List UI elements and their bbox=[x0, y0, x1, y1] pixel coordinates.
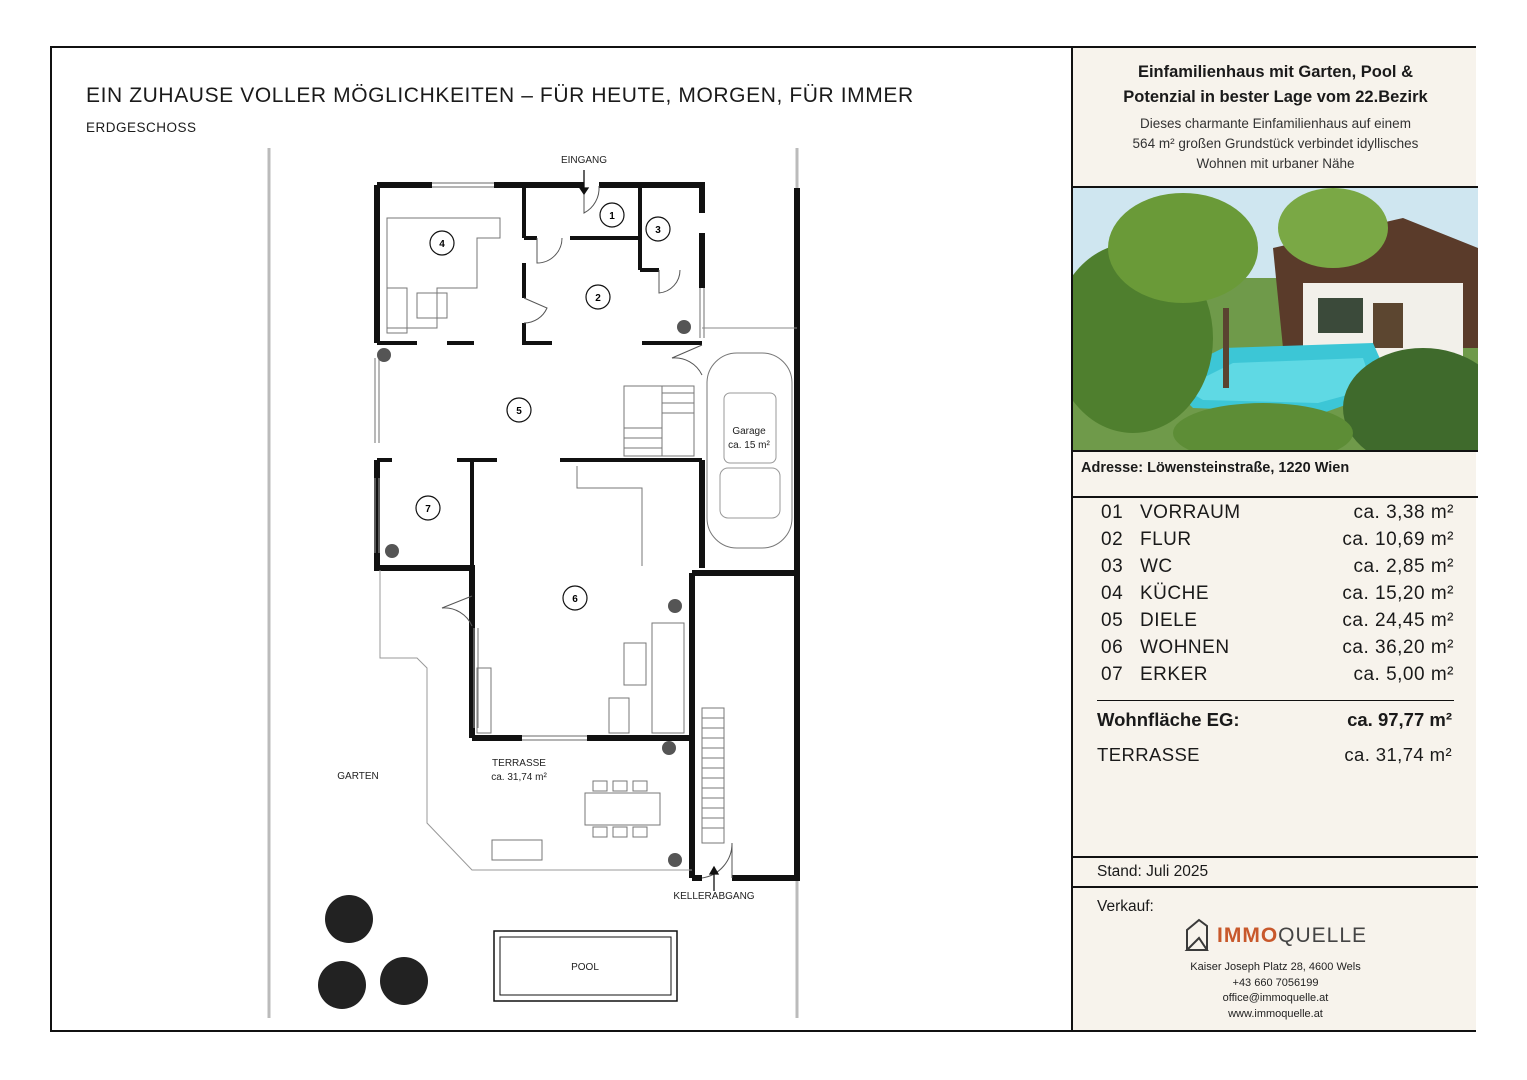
garage-area: ca. 15 m² bbox=[728, 440, 770, 451]
contact-block bbox=[1073, 960, 1478, 1022]
room-number: 07 bbox=[1101, 664, 1124, 685]
total-label: Wohnfläche EG: bbox=[1097, 709, 1240, 730]
room-row bbox=[1073, 637, 1478, 664]
room-number: 06 bbox=[1101, 637, 1124, 658]
room-number: 05 bbox=[1101, 610, 1124, 631]
room-number-5: 5 bbox=[516, 406, 522, 417]
room-number-2: 2 bbox=[595, 293, 601, 304]
entry-arrows bbox=[580, 170, 718, 891]
room-number-4: 4 bbox=[439, 239, 445, 250]
room-row bbox=[1073, 664, 1478, 691]
garden-pool-photo bbox=[1073, 186, 1478, 452]
room-area: ca. 5,00 m² bbox=[1353, 664, 1454, 685]
room-area: ca. 2,85 m² bbox=[1353, 556, 1454, 577]
room-number: 03 bbox=[1101, 556, 1124, 577]
stairs bbox=[624, 386, 724, 843]
listing-title-line-1: Einfamilienhaus mit Garten, Pool & bbox=[1137, 63, 1414, 81]
room-number: 02 bbox=[1101, 529, 1124, 550]
logo-text-bold: IMMO bbox=[1217, 924, 1279, 947]
room-number-1: 1 bbox=[609, 211, 615, 222]
listing-subtitle-line-2: 564 m² großen Grundstück verbindet idyllisches bbox=[1132, 136, 1419, 151]
room-row bbox=[1073, 502, 1478, 529]
floor-plan-drawing bbox=[52, 48, 1071, 1030]
floorplan-panel bbox=[52, 48, 1071, 1030]
room-name: FLUR bbox=[1140, 529, 1192, 550]
house-logo-icon bbox=[1183, 918, 1211, 952]
room-row bbox=[1073, 610, 1478, 637]
terrace-table bbox=[492, 781, 660, 860]
garage bbox=[702, 328, 797, 548]
exterior-walls bbox=[377, 185, 797, 878]
room-area: ca. 10,69 m² bbox=[1342, 529, 1454, 550]
doors bbox=[442, 185, 732, 878]
listing-title-line-2: Potenzial in bester Lage vom 22.Bezirk bbox=[1123, 88, 1428, 106]
room-name: VORRAUM bbox=[1140, 502, 1241, 523]
room-name: KÜCHE bbox=[1140, 583, 1210, 604]
living-area-total bbox=[1097, 709, 1452, 731]
room-name: WC bbox=[1140, 556, 1173, 577]
room-row bbox=[1073, 583, 1478, 610]
total-area: ca. 97,77 m² bbox=[1347, 709, 1452, 730]
terrace-area: ca. 31,74 m² bbox=[1344, 744, 1452, 765]
room-number: 04 bbox=[1101, 583, 1124, 604]
contact-phone[interactable]: +43 660 7056199 bbox=[1232, 976, 1319, 989]
contact-address: Kaiser Joseph Platz 28, 4600 Wels bbox=[1190, 961, 1361, 973]
page-title: EIN ZUHAUSE VOLLER MÖGLICHKEITEN – FÜR HEUTE, MORGEN, FÜR IMMER bbox=[86, 84, 914, 107]
terrace-label: TERRASSE bbox=[1097, 744, 1200, 765]
status-date: Stand: Juli 2025 bbox=[1073, 856, 1478, 888]
info-panel bbox=[1071, 48, 1476, 1030]
basement-stairs-label: KELLERABGANG bbox=[673, 891, 755, 902]
immoquelle-logo bbox=[1183, 916, 1383, 956]
room-name: DIELE bbox=[1140, 610, 1198, 631]
address: Adresse: Löwensteinstraße, 1220 Wien bbox=[1081, 460, 1350, 476]
floor-label: ERDGESCHOSS bbox=[86, 120, 197, 135]
entrance-label: EINGANG bbox=[560, 155, 608, 166]
room-row bbox=[1073, 556, 1478, 583]
room-name: ERKER bbox=[1140, 664, 1208, 685]
terrace-label: TERRASSE bbox=[492, 758, 546, 769]
listing-title bbox=[1073, 60, 1478, 110]
room-row bbox=[1073, 529, 1478, 556]
listing-subtitle-line-1: Dieses charmante Einfamilienhaus auf einem bbox=[1140, 116, 1411, 131]
room-area: ca. 3,38 m² bbox=[1353, 502, 1454, 523]
listing-subtitle bbox=[1073, 114, 1478, 174]
room-number: 01 bbox=[1101, 502, 1124, 523]
room-number-6: 6 bbox=[572, 594, 578, 605]
interior-walls bbox=[377, 185, 702, 608]
terrace-area-label: ca. 31,74 m² bbox=[491, 772, 547, 783]
room-area: ca. 36,20 m² bbox=[1342, 637, 1454, 658]
pool-label: POOL bbox=[571, 962, 599, 973]
room-list bbox=[1073, 496, 1478, 685]
room-name: WOHNEN bbox=[1140, 637, 1230, 658]
photo-illustration bbox=[1073, 188, 1478, 452]
terrace-total bbox=[1097, 744, 1452, 766]
garden-trees bbox=[318, 895, 428, 1009]
floorplan-sheet bbox=[50, 46, 1476, 1032]
plants bbox=[377, 320, 691, 867]
listing-subtitle-line-3: Wohnen mit urbaner Nähe bbox=[1196, 156, 1355, 171]
summary-divider bbox=[1097, 700, 1454, 701]
room-number-3: 3 bbox=[655, 225, 661, 236]
sale-label: Verkauf: bbox=[1097, 898, 1154, 915]
room-area: ca. 15,20 m² bbox=[1342, 583, 1454, 604]
room-area: ca. 24,45 m² bbox=[1342, 610, 1454, 631]
contact-email[interactable]: office@immoquelle.at bbox=[1222, 992, 1329, 1004]
garage-title: Garage bbox=[732, 426, 766, 437]
garden-label: GARTEN bbox=[337, 771, 379, 782]
logo-text-rest: QUELLE bbox=[1278, 924, 1368, 947]
contact-website[interactable]: www.immoquelle.at bbox=[1228, 1007, 1323, 1020]
room-number-7: 7 bbox=[425, 504, 431, 515]
room-number-circles bbox=[416, 203, 670, 610]
